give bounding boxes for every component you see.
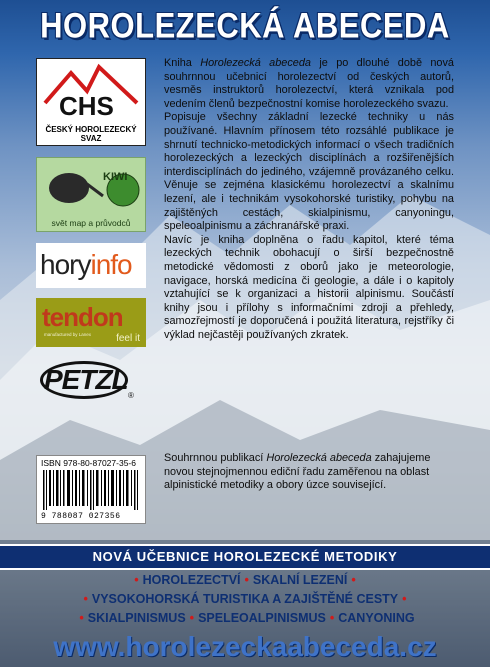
petzl-logo [36, 357, 146, 405]
chs-caption: ČESKÝ HOROLEZECKÝ SVAZ [45, 125, 137, 143]
tendon-name: tendon [42, 302, 123, 332]
topic-item: VYSOKOHORSKÁ TURISTIKA A ZAJIŠTĚNÉ CESTY [91, 592, 399, 606]
horyinfo-part2: info [90, 249, 132, 280]
subtitle-banner: NOVÁ UČEBNICE HOROLEZECKÉ METODIKY [0, 544, 490, 570]
topic-line-2: • VYSOKOHORSKÁ TURISTIKA A ZAJIŠTĚNÉ CESTY • [83, 592, 407, 606]
topic-item: CANYONING [338, 611, 415, 625]
chs-mountain-icon [37, 59, 145, 119]
topic-item: SKIALPINISMUS [87, 611, 186, 625]
website-url: www.horolezeckaabeceda.cz [53, 631, 437, 662]
petzl-name: PETZL [44, 364, 128, 395]
horyinfo-part1: hory [40, 249, 91, 280]
kiwi-logo [36, 157, 146, 232]
topic-item: SKALNÍ LEZENÍ [252, 573, 348, 587]
topic-line-1: • HOROLEZECTVÍ • SKALNÍ LEZENÍ • [134, 573, 356, 587]
barcode-digits: 9 788087 027356 [41, 512, 121, 521]
isbn-barcode [36, 455, 146, 524]
topic-item: HOROLEZECTVÍ [142, 573, 241, 587]
isbn-number: ISBN 978-80-87027-35-6 [41, 458, 136, 468]
book-title: HOROLEZECKÁ ABECEDA [40, 5, 450, 46]
barcode-bars-icon [43, 470, 141, 510]
book-description [164, 57, 454, 342]
series-note: Souhrnnou publikací Horolezecká abeceda zahajujeme novou stejnojmennou ediční řadu zaměřenou na oblast alpinistické metodiky a obory úzce související. [164, 452, 431, 492]
topic-item: SPELEOALPINISMUS [198, 611, 326, 625]
description-paragraph-3: Navíc je kniha doplněna o řadu kapitol, které téma lezeckých technik obohacují o širší bezpečnostně metodické vědomosti z oborů jako je meteorologie, navigace, horská medicína či geologie, a dále i o kapitoly vztahující se k organizaci a historii alpinismu. Součástí knihy jsou i přílohy s informačními zdroji a přehledy, samozřejmostí je doporučená i použitá literatura, rejstříky či výklad nejčastěji používaných zkratek. [164, 233, 454, 341]
kiwi-name: KIWI [103, 171, 128, 183]
kiwi-bird-icon [37, 158, 145, 218]
description-paragraph-2: Popisuje všechny základní lezecké techniky u nás používané. Hlavním přínosem této rozsáhlé publikace je shrnutí technicko-metodických informací o všech tradičních horolezeckých a lezeckých disciplínách a rozšiřenějších interdisciplínách do jediného, vzájemně provázaného celku. Věnuje se zejména klasickému horolezectví a skalnímu lezení, ale i technikám vysokohorské turistiky, pohybu na zajištěných cestách, skialpinismu, canyoningu, speleoalpinismu a záchranářské praxi. [164, 111, 454, 233]
tendon-logo [36, 298, 146, 347]
description-paragraph-1: Kniha Horolezecká abeceda je po dlouhé době nová souhrnnou učebnicí horolezectví od českých autorů, vesměs instruktorů horolezectví, která vznikala pod vedením členů bezpečnostní komise horolezeckého svazu. [164, 57, 454, 110]
chs-logo [36, 58, 146, 146]
chs-letters: CHS [59, 91, 114, 119]
kiwi-caption: svět map a průvodců [51, 218, 131, 228]
topics-list [0, 571, 490, 628]
tendon-slogan: feel it [116, 333, 140, 344]
topic-line-3: • SKIALPINISMUS • SPELEOALPINISMUS • CANYONING [79, 611, 415, 625]
petzl-registered-mark: ® [128, 391, 134, 400]
tendon-small-print: manufactured by Lanex [44, 332, 92, 337]
horyinfo-logo [36, 243, 146, 288]
